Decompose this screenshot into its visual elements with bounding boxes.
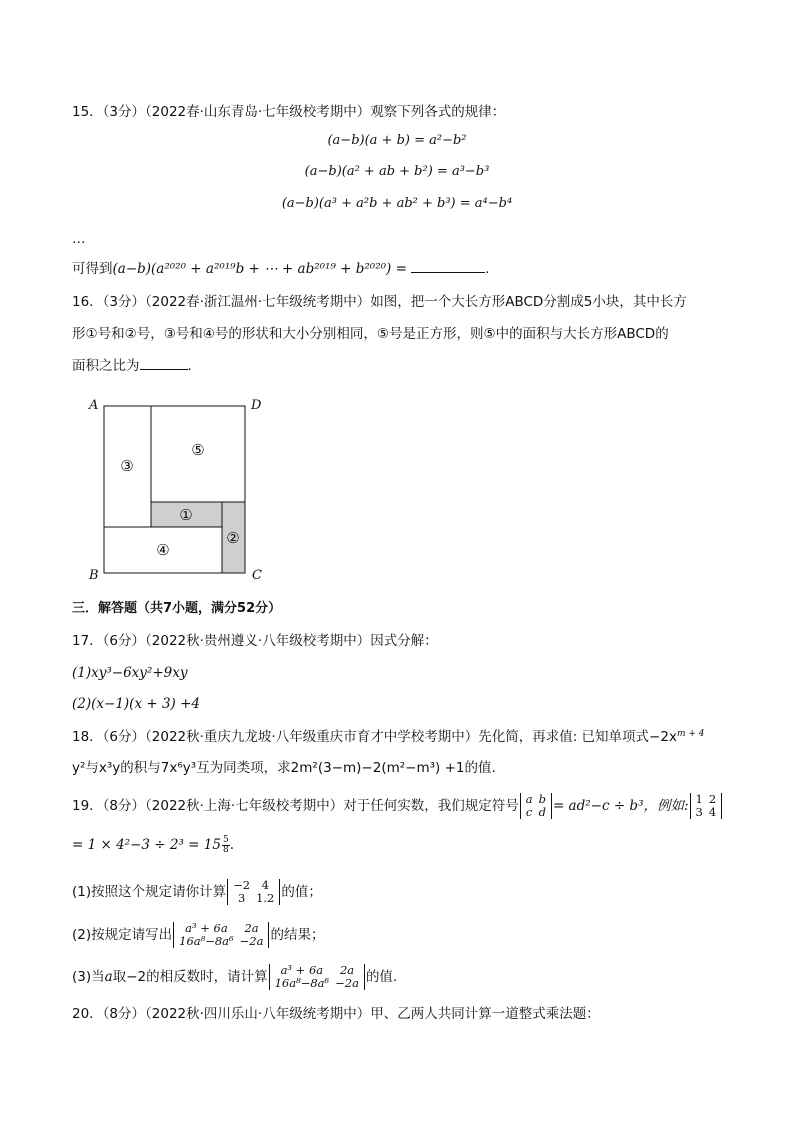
q16-line-3 [72, 357, 192, 375]
determinant-definition: a b c d [520, 793, 552, 819]
q19-part-1-pre: (1)按照这个规定请你计算 [72, 884, 227, 900]
vertex-d: D [251, 398, 262, 413]
q19-part-3-mid: 取−2的相反数时，请计算 [112, 969, 268, 985]
q15-equation-1: (a−b)(a + b) = a²−b² [327, 133, 467, 148]
q19-line-2-end: . [229, 837, 234, 853]
determinant-2: a³ + 6a 2a 16a⁸−8a⁶ −2a [173, 922, 269, 948]
q18-line-2: y²与x³y的积与7x⁶y³互为同类项，求2m²(3−m)−2(m²−m³) +1的值. [72, 760, 496, 776]
q15-heading: 15．（3分）（2022春·山东青岛·七年级校考期中）观察下列各式的规律： [72, 104, 506, 120]
q16-line-1: 16．（3分）（2022春·浙江温州·七年级统考期中）如图，把一个大长方形ABCD分割成5小块，其中长方 [72, 294, 687, 310]
q19-fraction: $\frac{5}{8}$ [222, 835, 229, 855]
q15-question [72, 260, 490, 278]
q15-answer-blank[interactable] [411, 260, 485, 273]
q19-line-1-pre: 19．（8分）（2022秋·上海·七年级校考期中）对于任何实数，我们规定符号 [72, 798, 519, 814]
q16-line-2: 形①号和②号，③号和④号的形状和大小分别相同，⑤号是正方形，则⑤中的面积与大长方形ABCD的 [72, 326, 669, 342]
vertex-c: C [252, 568, 262, 583]
q19-part-3-end: 的值. [365, 969, 398, 985]
q19-part-2-pre: (2)按规定请写出 [72, 927, 173, 943]
q19-part-1-end: 的值； [281, 884, 322, 900]
region-1-label: ① [179, 506, 193, 524]
q18-line-1 [72, 728, 704, 746]
q20-heading: 20．（8分）（2022秋·四川乐山·八年级统考期中）甲、乙两人共同计算一道整式乘法题： [72, 1006, 600, 1022]
q17-part-1: (1)xy³−6xy²+9xy [72, 665, 188, 681]
q19-part-3-pre: (3)当 [72, 969, 105, 985]
vertex-a: A [89, 398, 99, 413]
q19-line-2 [72, 836, 234, 855]
determinant-1: −2 4 3 1.2 [227, 879, 280, 905]
q19-example-result: = 1 × 4²−3 ÷ 2³ = 15 [72, 837, 221, 853]
q15-question-end: . [485, 261, 490, 277]
q19-part-1 [72, 879, 322, 905]
q19-part-2-end: 的结果； [270, 927, 325, 943]
q17-heading: 17．（6分）（2022秋·贵州遵义·八年级校考期中）因式分解： [72, 633, 438, 649]
region-4-label: ④ [156, 541, 170, 559]
q17-part-2: (2)(x−1)(x + 3) +4 [72, 696, 200, 712]
region-3-label: ③ [120, 457, 134, 475]
q16-line-3-text: 面积之比为 [72, 358, 140, 374]
q16-answer-blank[interactable] [140, 357, 188, 370]
region-2-label: ② [226, 529, 240, 547]
q19-line-1 [72, 793, 723, 819]
q18-line-1-text: 18．（6分）（2022秋·重庆九龙坡·八年级重庆市育才中学校考期中）先化简，再求值: 已知单项式−2x [72, 729, 677, 745]
q15-question-pre: 可得到 [72, 261, 113, 277]
q15-ellipsis: … [72, 231, 86, 247]
q19-variable-a: a [104, 969, 113, 985]
q15-equation-2: (a−b)(a² + ab + b²) = a³−b³ [304, 164, 490, 179]
region-5-label: ⑤ [191, 441, 205, 459]
determinant-example: 1 2 3 4 [690, 793, 723, 819]
rectangle-figure [86, 393, 276, 588]
q15-equation-3: (a−b)(a³ + a²b + ab² + b³) = a⁴−b⁴ [281, 196, 513, 211]
q18-exponent: m + 4 [676, 729, 705, 739]
vertex-b: B [89, 568, 99, 583]
q15-question-expr: (a−b)(a²⁰²⁰ + a²⁰¹⁹b + ⋯ + ab²⁰¹⁹ + b²⁰²⁰) = [112, 261, 407, 277]
q19-part-2 [72, 922, 324, 948]
section-3-heading: 三．解答题（共7小题，满分52分） [72, 601, 282, 616]
q19-definition-formula: = ad²−c ÷ b³，例如: [552, 798, 689, 814]
q19-part-3 [72, 964, 397, 990]
q16-line-3-end: . [187, 358, 192, 374]
determinant-3: a³ + 6a 2a 16a⁸−8a⁶ −2a [269, 964, 365, 990]
